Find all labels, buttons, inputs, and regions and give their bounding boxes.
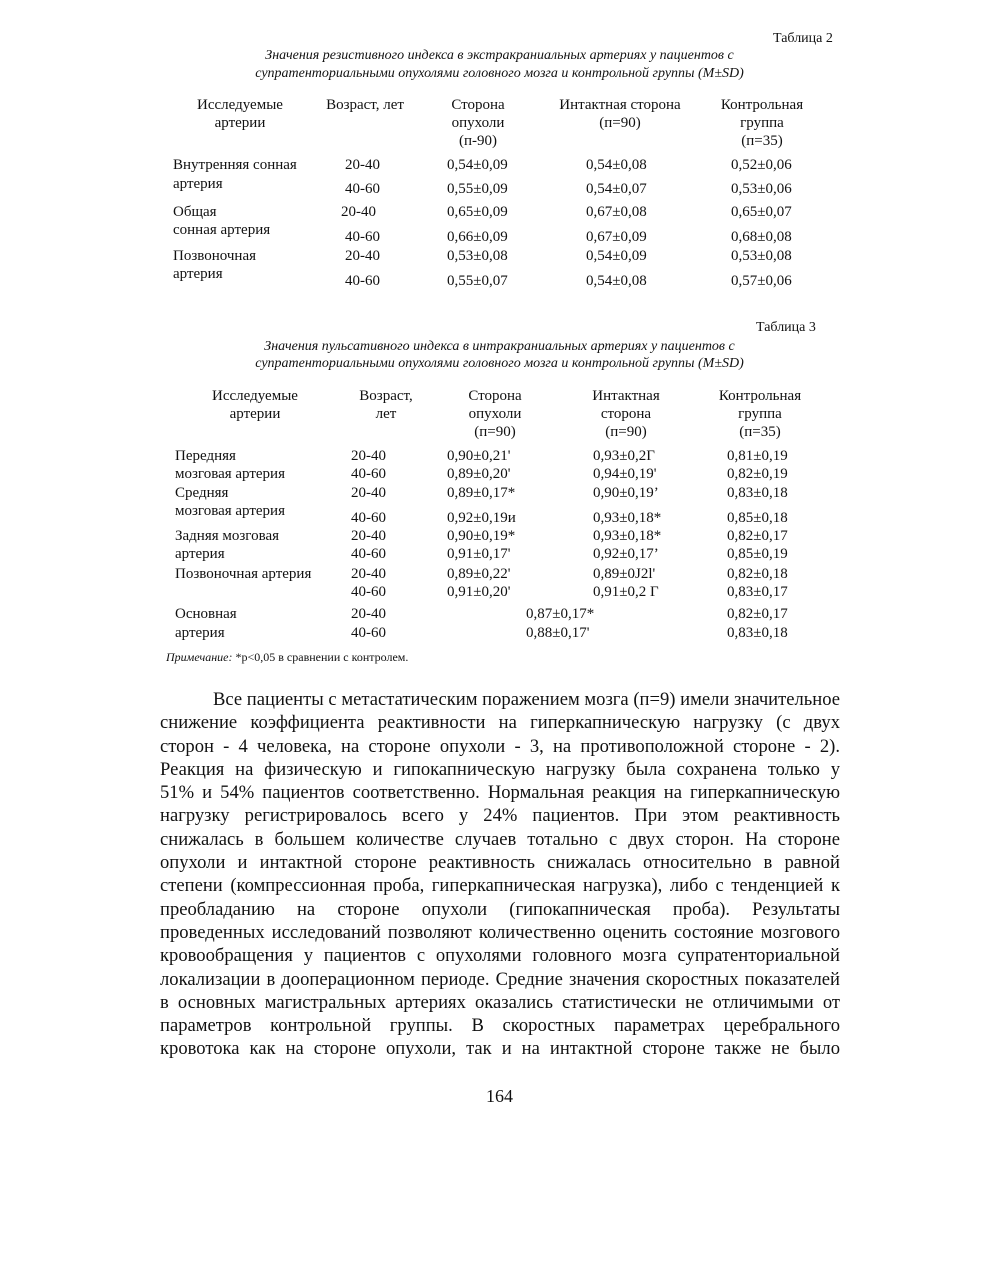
table3-header-intact-side: Интактная сторона (п=90) [592, 388, 660, 440]
table3-note-label: Примечание: [166, 650, 233, 664]
table2-row6-artery: артерия [173, 266, 223, 282]
body-line: Все пациенты с метастатическим поражением мозга (п=9) имели значительное [213, 689, 840, 710]
table3-row7-control: 0,82±0,18 [727, 566, 788, 582]
table3-row5-intact: 0,93±0,18* [593, 528, 662, 544]
table3-row8-intact: 0,91±0,2 Г [593, 584, 659, 600]
table3-row2-age: 40-60 [351, 466, 386, 482]
table2-row3-control: 0,65±0,07 [731, 204, 792, 220]
table2-row3-artery: Общая [173, 204, 217, 220]
table2-row4-tumor: 0,66±0,09 [447, 229, 508, 245]
body-line: кровотока как на стороне опухоли, так и на интактной стороне также не было [160, 1038, 840, 1060]
table3-row2-tumor: 0,89±0,20' [447, 466, 511, 482]
table2-row5-intact: 0,54±0,09 [586, 248, 647, 264]
table2-row6-control: 0,57±0,06 [731, 273, 792, 289]
table3-row4-control: 0,85±0,18 [727, 510, 788, 526]
table2-row2-age: 40-60 [345, 181, 380, 197]
table2-header-tumor-side: Сторона опухоли (п-90) [451, 97, 505, 149]
table3-row7-intact: 0,89±0J2l' [593, 566, 656, 582]
table2-row3-intact: 0,67±0,08 [586, 204, 647, 220]
table2-row5-control: 0,53±0,08 [731, 248, 792, 264]
page-number: 164 [486, 1086, 513, 1106]
table3-row10-age: 40-60 [351, 625, 386, 641]
table3-row1-age: 20-40 [351, 448, 386, 464]
table2-header-age: Возраст, лет [326, 97, 404, 113]
table3-row7-artery: Позвоночная артерия [175, 566, 312, 582]
table3-row4-age: 40-60 [351, 510, 386, 526]
table3-row8-control: 0,83±0,17 [727, 584, 788, 600]
table2-row3-age: 20-40 [341, 204, 376, 220]
table2-row6-age: 40-60 [345, 273, 380, 289]
table2-row3-tumor: 0,65±0,09 [447, 204, 508, 220]
table2-row5-age: 20-40 [345, 248, 380, 264]
table3-row1-tumor: 0,90±0,21' [447, 448, 511, 464]
table3-row3-tumor: 0,89±0,17* [447, 485, 516, 501]
table2-caption-line1: Значения резистивного индекса в экстракраниальных артериях у пациентов с [265, 48, 734, 63]
table2-row1-tumor: 0,54±0,09 [447, 157, 508, 173]
table3-row5-control: 0,82±0,17 [727, 528, 788, 544]
body-line: степени (компрессионная проба, гиперкапническая нагрузка), либо с тенденцией к [160, 875, 840, 897]
body-line: нагрузку регистрировалось всего у 24% пациентов. При этом реактивность [160, 805, 840, 827]
table2-row6-tumor: 0,55±0,07 [447, 273, 508, 289]
table3-row2-intact: 0,94±0,19' [593, 466, 657, 482]
body-line: снижение коэффициента реактивности на гиперкапническую нагрузку (с двух [160, 712, 840, 734]
body-line: кровообращения у пациентов с опухолями головного мозга супратенториальной [160, 945, 840, 967]
body-line: опухоли и интактной стороне реактивность снижалась относительно в равной [160, 852, 840, 874]
table3-caption-line1: Значения пульсативного индекса в интракраниальных артериях у пациентов с [264, 339, 735, 354]
table3-row1-intact: 0,93±0,2Г [593, 448, 655, 464]
body-line: преобладанию на стороне опухоли (гипокапническая проба). Результаты [160, 898, 840, 920]
table2-row4-artery: сонная артерия [173, 222, 271, 238]
table3-header-control: Контрольная группа (п=35) [718, 388, 802, 440]
body-line: 51% и 54% пациентов соответственно. Нормальная реакция на гиперкапническую [160, 782, 840, 804]
table3-row8-tumor: 0,91±0,20' [447, 584, 511, 600]
table2-row4-age: 40-60 [345, 229, 380, 245]
table2-row2-tumor: 0,55±0,09 [447, 181, 508, 197]
table3-row4-intact: 0,93±0,18* [593, 510, 662, 526]
table3-header-tumor-side: Сторона опухоли (п=90) [468, 388, 522, 440]
table3-note-text: *р<0,05 в сравнении с контролем. [235, 650, 409, 664]
table3-row3-age: 20-40 [351, 485, 386, 501]
table3-row1-control: 0,81±0,19 [727, 448, 788, 464]
table3-note [166, 650, 408, 665]
table2-header-control: Контрольная группа (п=35) [720, 97, 804, 149]
table2-row5-tumor: 0,53±0,08 [447, 248, 508, 264]
table3-row8-age: 40-60 [351, 584, 386, 600]
table3-row9-control: 0,82±0,17 [727, 606, 788, 622]
table3-header-artery: Исследуемые артерии [212, 388, 298, 422]
body-line: локализации в дооперационном периоде. Средние значения скоростных показателей [160, 968, 840, 990]
body-line: проведенных исследований позволяют количественно оценить состояние мозгового [160, 921, 840, 943]
body-line: параметров контрольной группы. В скоростных параметрах церебрального [160, 1015, 840, 1037]
table3-row6-tumor: 0,91±0,17' [447, 546, 511, 562]
table2-row1-intact: 0,54±0,08 [586, 157, 647, 173]
table3-caption-line2: супратенториальными опухолями головного мозга и контрольной группы (M±SD) [255, 356, 744, 371]
table3-row2-control: 0,82±0,19 [727, 466, 788, 482]
table3-label: Таблица 3 [756, 320, 816, 335]
table3-row9-merged: 0,87±0,17* [526, 606, 595, 622]
table3-row2-artery: мозговая артерия [175, 466, 285, 482]
table3-header-age: Возраст, лет [359, 388, 413, 422]
table2-row1-control: 0,52±0,06 [731, 157, 792, 173]
table2-caption-line2: супратенториальными опухолями головного мозга и контрольной группы (M±SD) [255, 66, 744, 81]
body-line: Реакция на физическую и гипокапническую нагрузку была сохранена только у [160, 758, 840, 780]
table3-row4-tumor: 0,92±0,19и [447, 510, 516, 526]
table2-header-artery: Исследуемые артерии [197, 97, 283, 131]
table2-row4-control: 0,68±0,08 [731, 229, 792, 245]
body-line: сторон - 4 человека, на стороне опухоли - 3, на противоположной стороне - 2). [160, 735, 840, 757]
table2-row4-intact: 0,67±0,09 [586, 229, 647, 245]
table3-row10-merged: 0,88±0,17' [526, 625, 590, 641]
table3-row3-control: 0,83±0,18 [727, 485, 788, 501]
table3-row7-tumor: 0,89±0,22' [447, 566, 511, 582]
table3-row3-artery: Средняя [175, 485, 229, 501]
table2-row1-age: 20-40 [345, 157, 380, 173]
table3-row7-age: 20-40 [351, 566, 386, 582]
table2-row1-artery: Внутренняя сонная [173, 157, 297, 173]
table3-row9-artery: Основная [175, 606, 237, 622]
body-paragraph [160, 688, 840, 1061]
table3-row6-control: 0,85±0,19 [727, 546, 788, 562]
table3-row9-age: 20-40 [351, 606, 386, 622]
table3-row10-artery: артерия [175, 625, 225, 641]
table3-row6-artery: артерия [175, 546, 225, 562]
table2-header-intact-side: Интактная сторона (п=90) [559, 97, 681, 131]
table3-row1-artery: Передняя [175, 448, 236, 464]
table3-row5-artery: Задняя мозговая [175, 528, 280, 544]
table3-row5-age: 20-40 [351, 528, 386, 544]
table3-row6-intact: 0,92±0,17’ [593, 546, 659, 562]
table3-row6-age: 40-60 [351, 546, 386, 562]
body-line: снижалась в большем количестве случаев тотально с двух сторон. На стороне [160, 828, 840, 850]
table2-row5-artery: Позвоночная [173, 248, 257, 264]
body-line: в основных магистральных артериях оказались статистически не отличимыми от [160, 991, 840, 1013]
table3-row10-control: 0,83±0,18 [727, 625, 788, 641]
table2-row2-intact: 0,54±0,07 [586, 181, 647, 197]
table2-row2-artery: артерия [173, 176, 223, 192]
table3-row4-artery: мозговая артерия [175, 503, 285, 519]
table2-row2-control: 0,53±0,06 [731, 181, 792, 197]
table2-row6-intact: 0,54±0,08 [586, 273, 647, 289]
table3-row5-tumor: 0,90±0,19* [447, 528, 516, 544]
table2-label: Таблица 2 [773, 31, 833, 46]
table3-row3-intact: 0,90±0,19’ [593, 485, 659, 501]
